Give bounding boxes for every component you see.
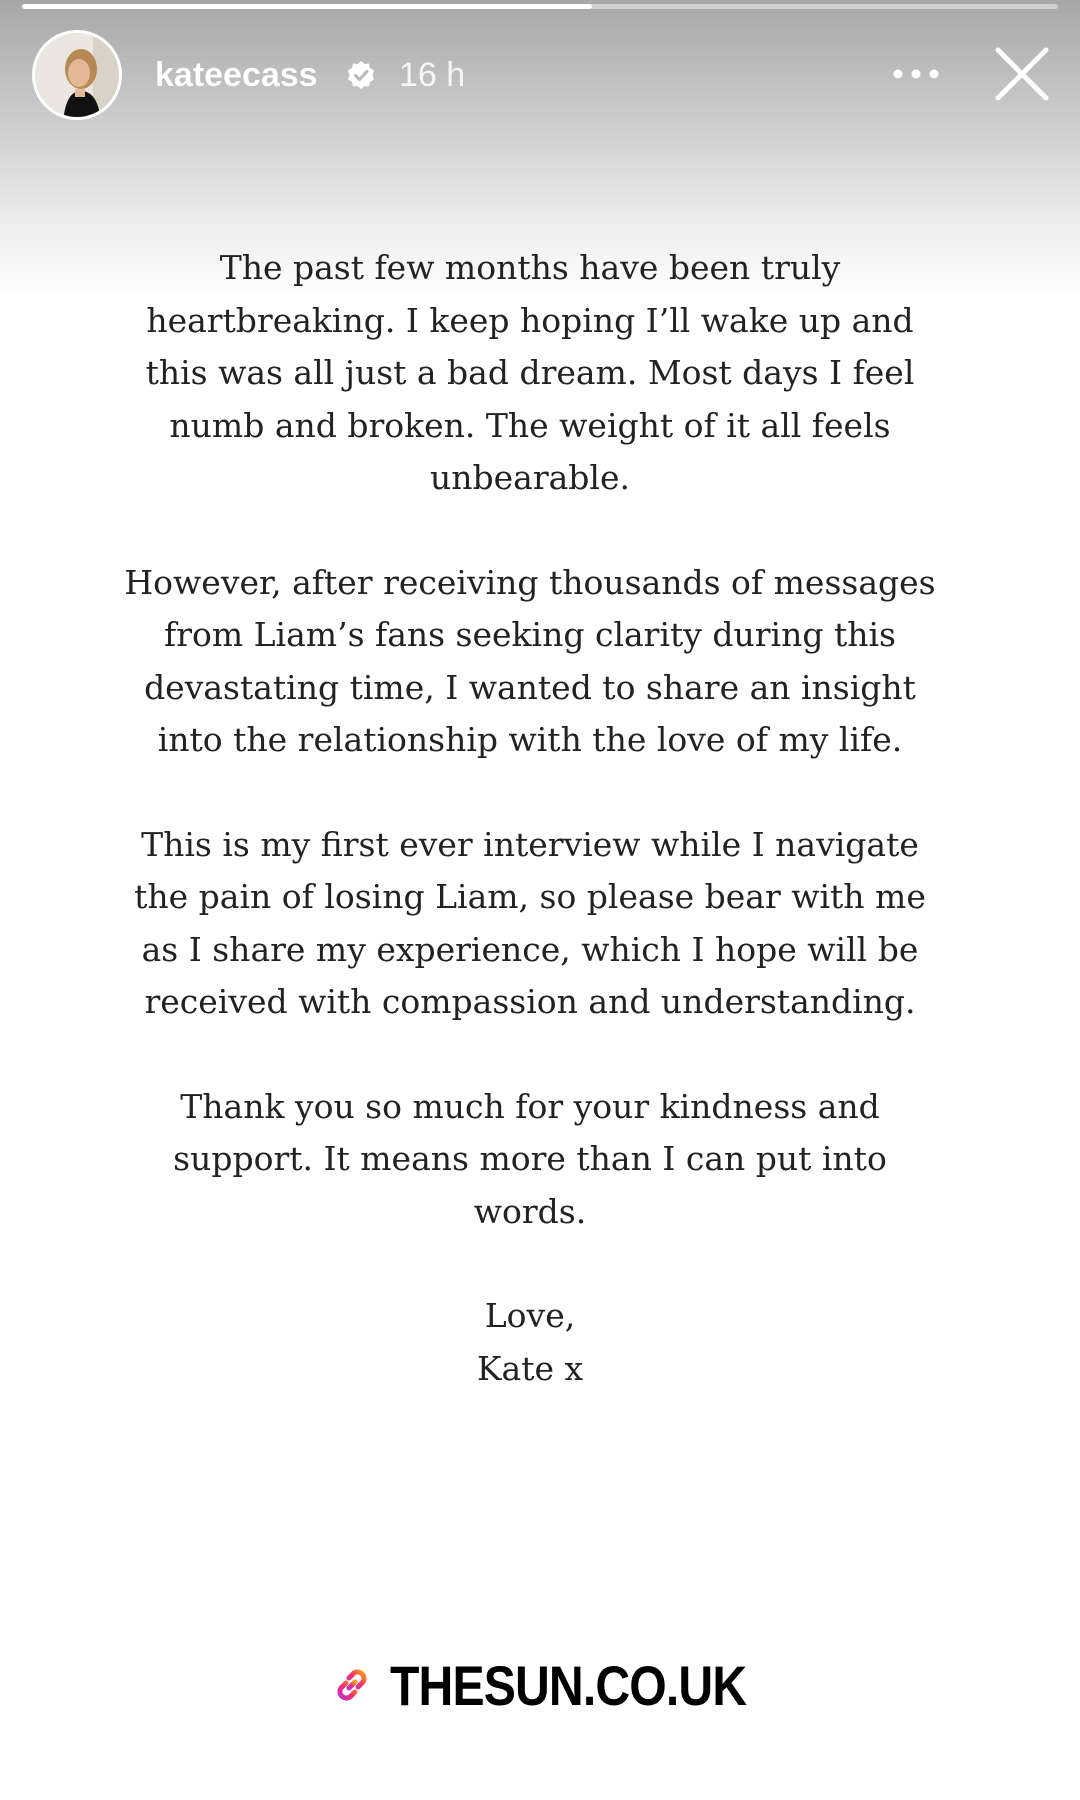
story-progress-fill: [22, 4, 592, 9]
link-sticker[interactable]: [330, 1650, 804, 1720]
message-paragraph-3: This is my first ever interview while I navigate the pain of losing Liam, so please bear with me as I share my experience, which I hope will be received with compassion and understanding.: [134, 824, 926, 1021]
more-options-button[interactable]: [886, 52, 946, 96]
close-button[interactable]: [992, 44, 1052, 104]
link-sticker-label[interactable]: THESUN.CO.UK: [390, 1653, 747, 1717]
message-signoff: [120, 1290, 940, 1395]
more-horizontal-icon: [892, 68, 940, 80]
message-paragraph-4: Thank you so much for your kindness and support. It means more than I can put into words.: [173, 1086, 887, 1231]
avatar[interactable]: [32, 30, 122, 120]
signoff-love: Love,: [484, 1296, 576, 1335]
post-time: 16 h: [399, 56, 466, 94]
story-message: [120, 242, 940, 1395]
username[interactable]: kateecass: [155, 56, 318, 94]
link-icon: [330, 1663, 374, 1707]
message-paragraph-2: However, after receiving thousands of messages from Liam’s fans seeking clarity during this devastating time, I wanted to share an insight into the relationship with the love of my life.: [124, 562, 936, 759]
story-progress-bar: [22, 4, 1058, 9]
close-icon: [992, 44, 1052, 104]
verified-badge-icon: [346, 60, 376, 90]
signoff-name: Kate x: [476, 1348, 584, 1388]
message-paragraph-1: The past few months have been truly heartbreaking. I keep hoping I’ll wake up and this was all just a bad dream. Most days I feel numb and broken. The weight of it all feels unbearable.: [145, 248, 915, 497]
